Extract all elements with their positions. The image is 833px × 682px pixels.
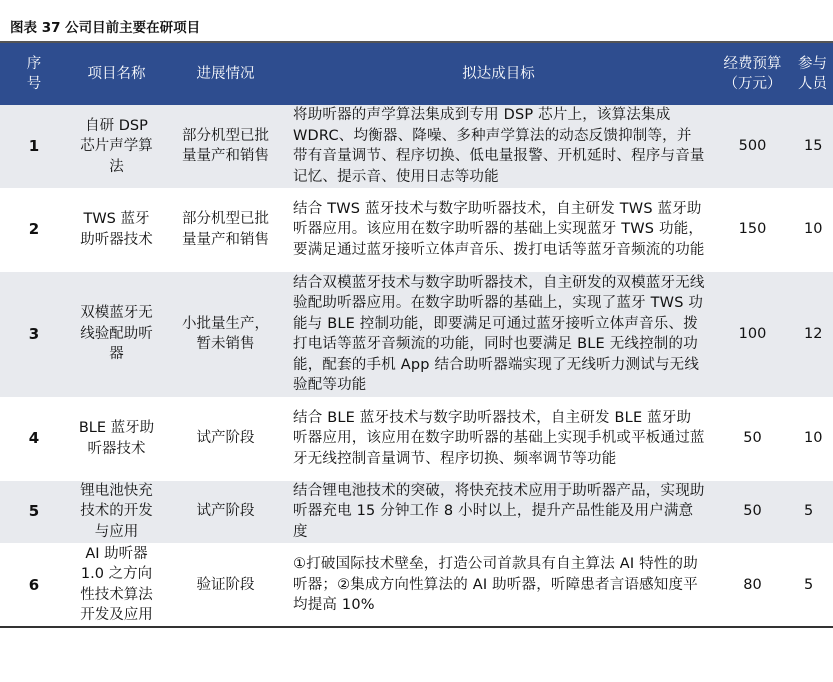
row-people: 5 [794, 480, 833, 543]
row-target: 结合双模蓝牙技术与数字助听器技术，自主研发的双模蓝牙无线验配助听器应用。在数字助听器的基础上，实现了蓝牙 TWS 功能与 BLE 控制功能，即要满足可通过蓝牙接听立体声音乐、拨打电话等蓝牙音频流的功能，同时也要满足 BLE 无线控制的功能，配套的手机 App 结合助听器端实现了无线听力测试与无线验配等功能 [286, 271, 711, 397]
header-people: 参与人员 [794, 43, 833, 105]
row-progress: 部分机型已批量量产和销售 [165, 105, 286, 188]
table-row [0, 480, 833, 543]
row-people: 15 [794, 105, 833, 188]
row-no: 4 [0, 397, 68, 480]
row-target: 将助听器的声学算法集成到专用 DSP 芯片上，该算法集成 WDRC、均衡器、降噪、多种声学算法的动态反馈抑制等，并带有音量调节、程序切换、低电量报警、开机延时、程序与音量记忆、提示音、使用日志等功能 [286, 105, 711, 188]
row-no: 5 [0, 480, 68, 543]
table-header-row [0, 43, 833, 105]
table-row [0, 188, 833, 271]
row-target: ①打破国际技术壁垒，打造公司首款具有自主算法 AI 特性的助听器；②集成方向性算法的 AI 助听器，听障患者言语感知度平均提高 10% [286, 543, 711, 627]
row-no: 3 [0, 271, 68, 397]
row-budget: 50 [711, 397, 794, 480]
row-progress: 部分机型已批量量产和销售 [165, 188, 286, 271]
row-people: 12 [794, 271, 833, 397]
table-row [0, 543, 833, 627]
row-name: 锂电池快充技术的开发与应用 [68, 480, 165, 543]
row-people: 5 [794, 543, 833, 627]
table-row [0, 271, 833, 397]
row-name: 双模蓝牙无线验配助听器 [68, 271, 165, 397]
row-progress: 试产阶段 [165, 480, 286, 543]
row-budget: 80 [711, 543, 794, 627]
header-budget: 经费预算（万元） [711, 43, 794, 105]
row-name: AI 助听器 1.0 之方向性技术算法开发及应用 [68, 543, 165, 627]
header-name: 项目名称 [68, 43, 165, 105]
row-name: BLE 蓝牙助听器技术 [68, 397, 165, 480]
row-progress: 验证阶段 [165, 543, 286, 627]
row-budget: 150 [711, 188, 794, 271]
table-row [0, 397, 833, 480]
row-budget: 50 [711, 480, 794, 543]
row-target: 结合 TWS 蓝牙技术与数字助听器技术，自主研发 TWS 蓝牙助听器应用。该应用在数字助听器的基础上实现蓝牙 TWS 功能，要满足通过蓝牙接听立体声音乐、拨打电话等蓝牙音频流的功能 [286, 188, 711, 271]
row-people: 10 [794, 188, 833, 271]
row-budget: 500 [711, 105, 794, 188]
row-no: 1 [0, 105, 68, 188]
row-people: 10 [794, 397, 833, 480]
row-budget: 100 [711, 271, 794, 397]
header-no: 序号 [0, 43, 68, 105]
row-target: 结合锂电池技术的突破，将快充技术应用于助听器产品，实现助听器充电 15 分钟工作 8 小时以上，提升产品性能及用户满意度 [286, 480, 711, 543]
row-progress: 小批量生产，暂未销售 [165, 271, 286, 397]
row-progress: 试产阶段 [165, 397, 286, 480]
row-no: 2 [0, 188, 68, 271]
table-row [0, 105, 833, 188]
figure-caption: 图表 37 公司目前主要在研项目 [10, 20, 201, 36]
header-progress: 进展情况 [165, 43, 286, 105]
row-no: 6 [0, 543, 68, 627]
projects-table [0, 43, 833, 628]
header-target: 拟达成目标 [286, 43, 711, 105]
row-name: 自研 DSP 芯片声学算法 [68, 105, 165, 188]
row-name: TWS 蓝牙助听器技术 [68, 188, 165, 271]
row-target: 结合 BLE 蓝牙技术与数字助听器技术，自主研发 BLE 蓝牙助听器应用，该应用在数字助听器的基础上实现手机或平板通过蓝牙无线控制音量调节、程序切换、频率调节等功能 [286, 397, 711, 480]
